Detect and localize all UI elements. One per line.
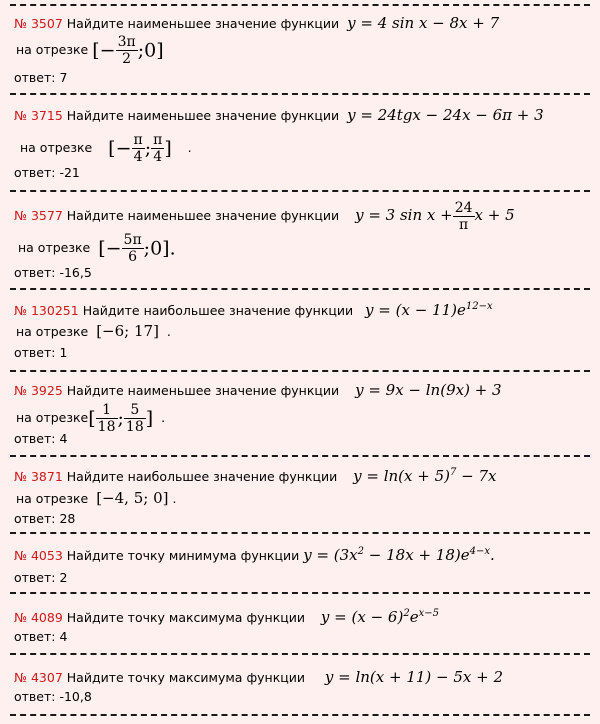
segment-line: на отрезке[ $\frac{1}{18}$ ; $\frac{5}{18}$ ] . bbox=[16, 402, 166, 435]
segment-label: на отрезке bbox=[16, 42, 89, 57]
answer: ответ: -21 bbox=[14, 165, 80, 180]
problem-3925 bbox=[14, 381, 502, 399]
problem-number: № 3507 bbox=[14, 16, 63, 31]
problem-4307 bbox=[14, 668, 503, 686]
function-formula: y = 3 sin x + bbox=[355, 206, 453, 224]
separator bbox=[10, 288, 590, 290]
separator bbox=[10, 190, 590, 192]
fraction: $\frac{\pi}{4}$ bbox=[153, 132, 163, 165]
fraction: $\frac{24}{\pi}$ bbox=[454, 200, 473, 233]
interval: [−4, 5; 0] bbox=[96, 489, 169, 507]
separator bbox=[10, 4, 590, 6]
problem-question: Найдите точку максимума функции bbox=[66, 670, 306, 685]
segment-line: на отрезке [−4, 5; 0] . bbox=[16, 489, 177, 507]
problem-3871 bbox=[14, 467, 496, 485]
segment-line: на отрезке [−6; 17] . bbox=[16, 322, 171, 340]
problem-question: Найдите наибольшее значение функции bbox=[82, 303, 354, 318]
segment-label: на отрезке bbox=[16, 410, 89, 425]
problem-question: Найдите наименьшее значение функции bbox=[66, 16, 340, 31]
answer: ответ: 1 bbox=[14, 345, 68, 360]
answer: ответ: 7 bbox=[14, 70, 68, 85]
segment-label: на отрезке bbox=[20, 140, 93, 155]
problem-number: № 3577 bbox=[14, 208, 63, 223]
answer: ответ: -16,5 bbox=[14, 265, 92, 280]
function-formula: y = 9x − ln(9x) + 3 bbox=[355, 381, 502, 399]
function-formula: $y = \ln(x + 5)^7 - 7x$ bbox=[353, 467, 497, 485]
segment-line: на отрезке [− $\frac{\pi}{4}$ ; $\frac{\pi}{4}$ ] . bbox=[20, 132, 192, 165]
separator bbox=[10, 93, 590, 95]
answer: ответ: 2 bbox=[14, 570, 68, 585]
function-formula: $y = (x - 6)^2e^{x-5}$ bbox=[320, 608, 439, 626]
function-formula: y = 24tgx − 24x − 6π + 3 bbox=[347, 106, 544, 124]
segment-line: на отрезке [− $\frac{3\pi}{2}$ ;0] bbox=[16, 34, 164, 67]
problem-question: Найдите точку минимума функции bbox=[66, 548, 300, 563]
fraction: $\frac{5}{18}$ bbox=[125, 402, 144, 435]
segment-label: на отрезке bbox=[16, 491, 89, 506]
answer: ответ: 4 bbox=[14, 629, 68, 644]
fraction: $\frac{1}{18}$ bbox=[97, 402, 116, 435]
problem-number: № 130251 bbox=[14, 303, 79, 318]
separator bbox=[10, 370, 590, 372]
segment-line: на отрезке [− $\frac{5\pi}{6}$ ;0]. bbox=[18, 232, 176, 265]
answer: ответ: -10,8 bbox=[14, 689, 92, 704]
problem-number: № 3925 bbox=[14, 383, 63, 398]
problem-4053 bbox=[14, 546, 495, 564]
problem-number: № 3871 bbox=[14, 469, 63, 484]
fraction: $\frac{3\pi}{2}$ bbox=[117, 34, 136, 67]
answer: ответ: 28 bbox=[14, 511, 76, 526]
problem-4089 bbox=[14, 608, 439, 626]
function-formula: y = 4 sin x − 8x + 7 bbox=[347, 14, 500, 32]
problem-number: № 4053 bbox=[14, 548, 63, 563]
function-formula: $y = (x - 11)e^{12-x}$ bbox=[365, 301, 493, 319]
separator bbox=[10, 592, 590, 594]
separator bbox=[10, 653, 590, 655]
problem-number: № 3715 bbox=[14, 108, 63, 123]
separator bbox=[10, 455, 590, 457]
problem-number: № 4307 bbox=[14, 670, 63, 685]
problem-3577: № 3577 Найдите наименьшее значение функции y = 3 sin x + $\frac{24}{\pi}$ x + 5 bbox=[14, 200, 515, 233]
fraction: $\frac{\pi}{4}$ bbox=[133, 132, 143, 165]
separator bbox=[10, 714, 590, 716]
interval: [−6; 17] bbox=[96, 322, 159, 340]
function-formula: y = ln(x + 11) − 5x + 2 bbox=[324, 668, 504, 686]
fraction: $\frac{5\pi}{6}$ bbox=[123, 232, 142, 265]
problem-number: № 4089 bbox=[14, 610, 63, 625]
problem-3507 bbox=[14, 14, 499, 32]
answer: ответ: 4 bbox=[14, 431, 68, 446]
segment-label: на отрезке bbox=[16, 324, 89, 339]
problem-3715 bbox=[14, 106, 544, 124]
function-formula: $y = (3x^2 - 18x + 18)e^{4-x}$. bbox=[303, 546, 495, 564]
problem-question: Найдите наименьшее значение функции bbox=[66, 108, 340, 123]
problem-question: Найдите точку максимума функции bbox=[66, 610, 306, 625]
problem-question: Найдите наибольшее значение функции bbox=[66, 469, 338, 484]
problem-question: Найдите наименьшее значение функции bbox=[66, 383, 340, 398]
problem-question: Найдите наименьшее значение функции bbox=[66, 208, 340, 223]
segment-label: на отрезке bbox=[18, 240, 91, 255]
separator bbox=[10, 532, 590, 534]
problem-130251 bbox=[14, 301, 493, 319]
